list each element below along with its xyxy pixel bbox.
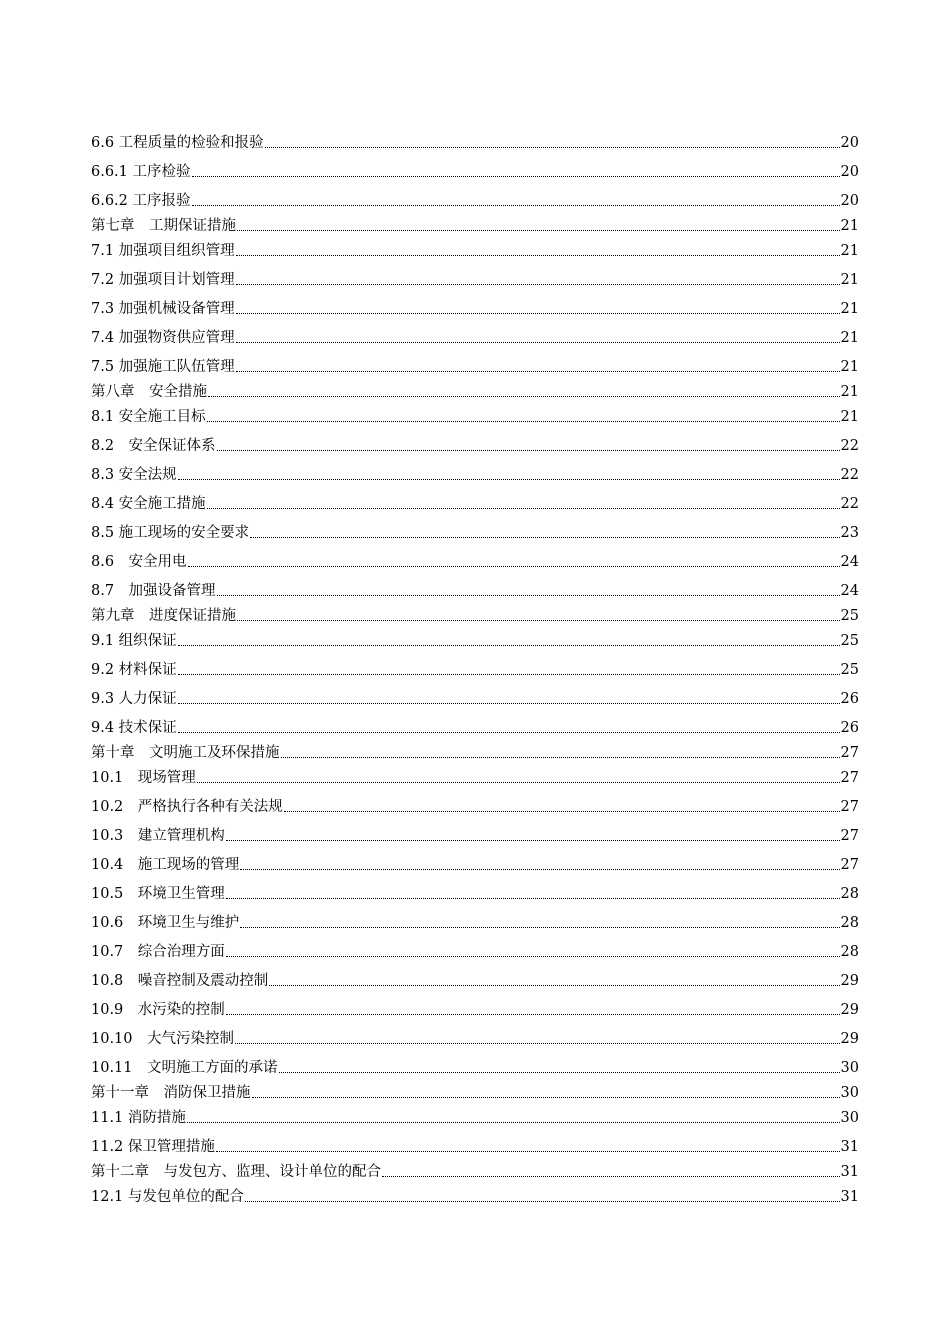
toc-section-entry[interactable] bbox=[91, 456, 859, 485]
toc-entry-page-number: 30 bbox=[840, 1085, 859, 1101]
toc-entry-page-number: 29 bbox=[840, 1031, 859, 1047]
toc-chapter-entry[interactable] bbox=[91, 601, 859, 626]
toc-entry-page-number: 20 bbox=[840, 164, 859, 180]
toc-chapter-entry[interactable] bbox=[91, 1157, 859, 1182]
toc-chapter-entry[interactable] bbox=[91, 377, 859, 402]
toc-entry-label: 第十章 文明施工及环保措施 bbox=[91, 745, 280, 761]
toc-section-entry[interactable] bbox=[91, 153, 859, 182]
toc-entry-label: 6.6.1 工序检验 bbox=[91, 164, 191, 180]
toc-entry-label: 7.2 加强项目计划管理 bbox=[91, 272, 235, 288]
dot-leader bbox=[281, 756, 840, 758]
toc-entry-label: 10.4 施工现场的管理 bbox=[91, 857, 240, 873]
toc-entry-label: 第七章 工期保证措施 bbox=[91, 218, 236, 234]
toc-entry-page-number: 30 bbox=[840, 1060, 859, 1076]
dot-leader bbox=[236, 312, 840, 314]
toc-entry-page-number: 20 bbox=[840, 135, 859, 151]
toc-entry-label: 11.1 消防措施 bbox=[91, 1110, 186, 1126]
toc-entry-page-number: 31 bbox=[840, 1189, 859, 1205]
dot-leader bbox=[207, 507, 840, 509]
toc-entry-label: 8.1 安全施工目标 bbox=[91, 409, 206, 425]
toc-section-entry[interactable] bbox=[91, 1182, 859, 1207]
toc-section-entry[interactable] bbox=[91, 904, 859, 933]
toc-entry-page-number: 28 bbox=[840, 915, 859, 931]
toc-section-entry[interactable] bbox=[91, 933, 859, 962]
toc-section-entry[interactable] bbox=[91, 1103, 859, 1128]
dot-leader bbox=[382, 1175, 840, 1177]
toc-entry-page-number: 25 bbox=[840, 633, 859, 649]
toc-entry-label: 9.1 组织保证 bbox=[91, 633, 177, 649]
toc-entry-page-number: 28 bbox=[840, 944, 859, 960]
toc-section-entry[interactable] bbox=[91, 991, 859, 1020]
toc-entry-label: 8.4 安全施工措施 bbox=[91, 496, 206, 512]
dot-leader bbox=[178, 731, 840, 733]
toc-section-entry[interactable] bbox=[91, 402, 859, 427]
toc-section-entry[interactable] bbox=[91, 875, 859, 904]
toc-entry-label: 12.1 与发包单位的配合 bbox=[91, 1189, 244, 1205]
toc-entry-page-number: 26 bbox=[840, 691, 859, 707]
toc-entry-page-number: 22 bbox=[840, 496, 859, 512]
toc-section-entry[interactable] bbox=[91, 651, 859, 680]
dot-leader bbox=[217, 449, 840, 451]
toc-section-entry[interactable] bbox=[91, 763, 859, 788]
dot-leader bbox=[192, 204, 840, 206]
toc-entry-page-number: 27 bbox=[840, 770, 859, 786]
toc-entry-label: 10.10 大气污染控制 bbox=[91, 1031, 235, 1047]
toc-entry-label: 8.5 施工现场的安全要求 bbox=[91, 525, 250, 541]
toc-entry-page-number: 21 bbox=[840, 409, 859, 425]
toc-entry-page-number: 29 bbox=[840, 973, 859, 989]
toc-entry-label: 6.6.2 工序报验 bbox=[91, 193, 191, 209]
toc-entry-label: 10.1 现场管理 bbox=[91, 770, 196, 786]
toc-entry-page-number: 28 bbox=[840, 886, 859, 902]
dot-leader bbox=[226, 839, 840, 841]
toc-section-entry[interactable] bbox=[91, 290, 859, 319]
dot-leader bbox=[279, 1071, 840, 1073]
toc-section-entry[interactable] bbox=[91, 680, 859, 709]
toc-entry-page-number: 27 bbox=[840, 828, 859, 844]
toc-section-entry[interactable] bbox=[91, 319, 859, 348]
toc-entry-page-number: 24 bbox=[840, 554, 859, 570]
toc-entry-label: 10.5 环境卫生管理 bbox=[91, 886, 225, 902]
dot-leader bbox=[178, 644, 840, 646]
dot-leader bbox=[237, 619, 840, 621]
toc-entry-label: 7.3 加强机械设备管理 bbox=[91, 301, 235, 317]
toc-section-entry[interactable] bbox=[91, 788, 859, 817]
toc-section-entry[interactable] bbox=[91, 182, 859, 211]
toc-entry-page-number: 23 bbox=[840, 525, 859, 541]
table-of-contents bbox=[91, 124, 859, 1207]
toc-section-entry[interactable] bbox=[91, 348, 859, 377]
toc-entry-label: 7.5 加强施工队伍管理 bbox=[91, 359, 235, 375]
toc-section-entry[interactable] bbox=[91, 1049, 859, 1078]
toc-section-entry[interactable] bbox=[91, 543, 859, 572]
dot-leader bbox=[217, 594, 840, 596]
toc-entry-label: 10.11 文明施工方面的承诺 bbox=[91, 1060, 278, 1076]
toc-entry-label: 8.2 安全保证体系 bbox=[91, 438, 216, 454]
toc-section-entry[interactable] bbox=[91, 236, 859, 261]
toc-entry-page-number: 21 bbox=[840, 218, 859, 234]
dot-leader bbox=[236, 341, 840, 343]
dot-leader bbox=[245, 1200, 840, 1202]
toc-entry-page-number: 31 bbox=[840, 1139, 859, 1155]
toc-entry-label: 10.9 水污染的控制 bbox=[91, 1002, 225, 1018]
toc-section-entry[interactable] bbox=[91, 817, 859, 846]
toc-entry-label: 9.3 人力保证 bbox=[91, 691, 177, 707]
toc-entry-page-number: 21 bbox=[840, 301, 859, 317]
toc-entry-label: 8.7 加强设备管理 bbox=[91, 583, 216, 599]
toc-entry-page-number: 27 bbox=[840, 799, 859, 815]
dot-leader bbox=[208, 395, 840, 397]
toc-section-entry[interactable] bbox=[91, 427, 859, 456]
toc-entry-page-number: 25 bbox=[840, 662, 859, 678]
toc-entry-page-number: 29 bbox=[840, 1002, 859, 1018]
dot-leader bbox=[216, 1150, 840, 1152]
toc-section-entry[interactable] bbox=[91, 709, 859, 738]
toc-section-entry[interactable] bbox=[91, 261, 859, 290]
dot-leader bbox=[197, 781, 840, 783]
toc-entry-page-number: 26 bbox=[840, 720, 859, 736]
toc-entry-label: 10.8 噪音控制及震动控制 bbox=[91, 973, 269, 989]
toc-entry-page-number: 20 bbox=[840, 193, 859, 209]
toc-entry-label: 10.2 严格执行各种有关法规 bbox=[91, 799, 283, 815]
dot-leader bbox=[178, 673, 840, 675]
toc-entry-page-number: 21 bbox=[840, 384, 859, 400]
dot-leader bbox=[188, 565, 840, 567]
toc-chapter-entry[interactable] bbox=[91, 211, 859, 236]
toc-entry-label: 11.2 保卫管理措施 bbox=[91, 1139, 215, 1155]
dot-leader bbox=[187, 1121, 840, 1123]
dot-leader bbox=[226, 1013, 840, 1015]
toc-entry-page-number: 22 bbox=[840, 438, 859, 454]
toc-entry-page-number: 24 bbox=[840, 583, 859, 599]
toc-entry-label: 8.6 安全用电 bbox=[91, 554, 187, 570]
dot-leader bbox=[226, 955, 840, 957]
toc-chapter-entry[interactable] bbox=[91, 1078, 859, 1103]
toc-section-entry[interactable] bbox=[91, 514, 859, 543]
toc-entry-page-number: 27 bbox=[840, 857, 859, 873]
toc-entry-page-number: 21 bbox=[840, 243, 859, 259]
dot-leader bbox=[236, 283, 840, 285]
toc-section-entry[interactable] bbox=[91, 1020, 859, 1049]
toc-entry-label: 8.3 安全法规 bbox=[91, 467, 177, 483]
dot-leader bbox=[237, 229, 840, 231]
dot-leader bbox=[236, 254, 840, 256]
dot-leader bbox=[269, 984, 839, 986]
toc-section-entry[interactable] bbox=[91, 485, 859, 514]
dot-leader bbox=[235, 1042, 840, 1044]
toc-entry-label: 6.6 工程质量的检验和报验 bbox=[91, 135, 264, 151]
dot-leader bbox=[192, 175, 840, 177]
toc-entry-label: 10.7 综合治理方面 bbox=[91, 944, 225, 960]
toc-entry-label: 第十一章 消防保卫措施 bbox=[91, 1085, 251, 1101]
dot-leader bbox=[236, 370, 840, 372]
dot-leader bbox=[178, 702, 840, 704]
dot-leader bbox=[252, 1096, 840, 1098]
toc-section-entry[interactable] bbox=[91, 846, 859, 875]
toc-entry-label: 7.1 加强项目组织管理 bbox=[91, 243, 235, 259]
dot-leader bbox=[265, 146, 840, 148]
toc-entry-page-number: 31 bbox=[840, 1164, 859, 1180]
dot-leader bbox=[226, 897, 840, 899]
toc-entry-label: 9.4 技术保证 bbox=[91, 720, 177, 736]
toc-entry-page-number: 25 bbox=[840, 608, 859, 624]
toc-section-entry[interactable] bbox=[91, 962, 859, 991]
toc-entry-label: 10.3 建立管理机构 bbox=[91, 828, 225, 844]
dot-leader bbox=[207, 420, 840, 422]
toc-entry-page-number: 21 bbox=[840, 272, 859, 288]
toc-entry-label: 第九章 进度保证措施 bbox=[91, 608, 236, 624]
toc-section-entry[interactable] bbox=[91, 1128, 859, 1157]
dot-leader bbox=[178, 478, 840, 480]
toc-entry-label: 9.2 材料保证 bbox=[91, 662, 177, 678]
toc-entry-page-number: 21 bbox=[840, 359, 859, 375]
toc-section-entry[interactable] bbox=[91, 626, 859, 651]
toc-section-entry[interactable] bbox=[91, 124, 859, 153]
dot-leader bbox=[284, 810, 840, 812]
toc-chapter-entry[interactable] bbox=[91, 738, 859, 763]
toc-section-entry[interactable] bbox=[91, 572, 859, 601]
toc-entry-label: 10.6 环境卫生与维护 bbox=[91, 915, 240, 931]
dot-leader bbox=[240, 926, 839, 928]
toc-entry-label: 7.4 加强物资供应管理 bbox=[91, 330, 235, 346]
toc-entry-page-number: 22 bbox=[840, 467, 859, 483]
toc-entry-label: 第八章 安全措施 bbox=[91, 384, 207, 400]
toc-entry-page-number: 21 bbox=[840, 330, 859, 346]
toc-entry-page-number: 27 bbox=[840, 745, 859, 761]
toc-entry-page-number: 30 bbox=[840, 1110, 859, 1126]
toc-entry-label: 第十二章 与发包方、监理、设计单位的配合 bbox=[91, 1164, 381, 1180]
dot-leader bbox=[240, 868, 839, 870]
dot-leader bbox=[250, 536, 839, 538]
